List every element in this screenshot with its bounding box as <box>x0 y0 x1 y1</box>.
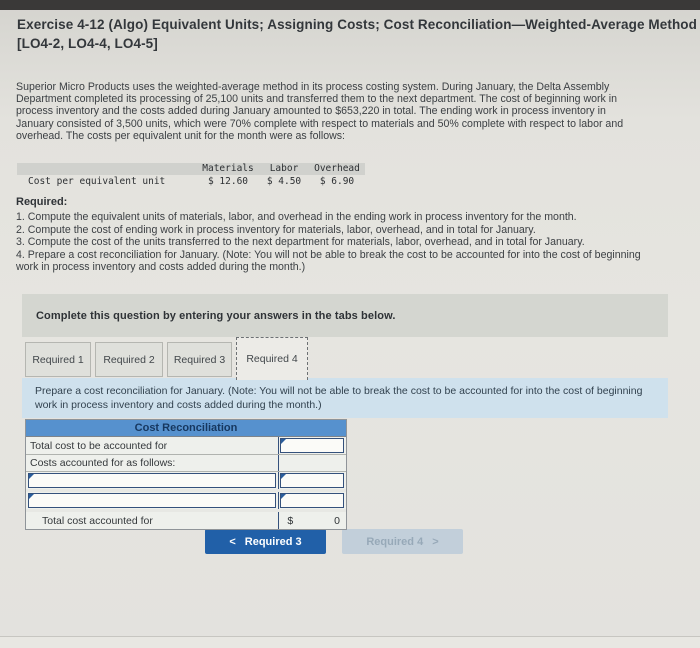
next-required-4-button-disabled[interactable] <box>342 529 463 554</box>
tab-required-4-label: Required 4 <box>246 353 298 365</box>
total-cost-accounted-for-label: Total cost accounted for <box>42 514 153 527</box>
tab-required-3[interactable] <box>167 342 232 377</box>
cost-reconciliation-table <box>25 419 347 530</box>
input-corner-marker-icon <box>29 494 34 499</box>
table-row <box>26 492 346 509</box>
complete-question-banner <box>22 294 668 337</box>
input-corner-marker-icon <box>281 494 286 499</box>
cost-item-2-amount-input[interactable] <box>280 493 344 508</box>
total-cost-to-be-accounted-for-label: Total cost to be accounted for <box>30 439 168 452</box>
tab-required-1-label: Required 1 <box>32 353 84 366</box>
cost-item-1-amount-cell <box>278 472 346 489</box>
prev-button-label: Required 3 <box>244 535 302 548</box>
problem-line: Department completed its processing of 25,100 units and transferred them to the next department. The cost of beginning work in <box>16 93 618 106</box>
exercise-title-line2: [LO4-2, LO4-4, LO4-5] <box>17 36 158 51</box>
cost-item-2-amount-cell <box>278 492 346 509</box>
cost-per-equivalent-unit-table <box>17 163 365 188</box>
rates-header-spacer <box>17 163 197 175</box>
chevron-right-icon: > <box>432 535 439 548</box>
rates-header-materials: Materials <box>202 163 254 174</box>
total-cost-accounted-for-value: 0 <box>334 514 340 527</box>
costs-accounted-for-label: Costs accounted for as follows: <box>30 457 176 469</box>
problem-line: Superior Micro Products uses the weighted-average method in its process costing system. During January, the Delta Assembly <box>16 81 610 93</box>
tab-required-4-active[interactable] <box>236 337 308 380</box>
tab-required-2-label: Required 2 <box>103 353 155 366</box>
rates-row-label: Cost per equivalent unit <box>28 176 166 187</box>
rates-header-overhead: Overhead <box>314 163 360 174</box>
rates-header-labor: Labor <box>269 163 299 174</box>
problem-line: January consisted of 3,500 units, which were 70% complete with respect to materials and 50% complete with respect to labor and <box>16 117 624 130</box>
exercise-title <box>17 15 700 53</box>
table-row <box>26 472 346 489</box>
cost-item-1-description-input[interactable] <box>28 473 276 488</box>
rates-value-overhead: $ 6.90 <box>319 176 355 187</box>
table-row <box>26 512 346 529</box>
chevron-left-icon: < <box>229 535 236 548</box>
rates-data-row <box>17 175 365 188</box>
total-cost-accounted-for-cell <box>278 512 346 529</box>
required-item: 4. Prepare a cost reconciliation for January. (Note: You will not be able to break the cost to be accounted for into the cost of beginning <box>16 248 641 261</box>
required-list <box>16 211 700 274</box>
input-corner-marker-icon <box>29 474 34 479</box>
table-row <box>26 455 346 472</box>
currency-symbol: $ <box>287 514 294 527</box>
table-row <box>26 437 346 455</box>
rates-header-row <box>17 163 365 175</box>
next-button-label: Required 4 <box>366 535 424 548</box>
window-top-edge <box>0 0 700 10</box>
problem-statement <box>16 81 700 142</box>
cost-item-1-amount-input[interactable] <box>280 473 344 488</box>
required-item: 1. Compute the equivalent units of materials, labor, and overhead in the ending work in process inventory for the month. <box>16 211 577 223</box>
total-cost-to-be-accounted-for-input[interactable] <box>280 438 344 453</box>
exercise-title-line1: Exercise 4-12 (Algo) Equivalent Units; Assigning Costs; Cost Reconciliation—Weighted-Average Method <box>17 17 698 32</box>
required-heading: Required: <box>16 196 68 208</box>
input-corner-marker-icon <box>281 439 286 444</box>
input-corner-marker-icon <box>281 474 286 479</box>
cost-reconciliation-title: Cost Reconciliation <box>26 420 346 437</box>
prev-required-3-button[interactable] <box>205 529 326 554</box>
required-item: 2. Compute the cost of ending work in process inventory for materials, labor, overhead, and in total for January. <box>16 223 536 236</box>
rates-value-labor: $ 4.50 <box>266 176 302 187</box>
costs-accounted-for-empty-cell <box>278 455 346 471</box>
rates-value-materials: $ 12.60 <box>207 176 249 187</box>
tab-required-3-label: Required 3 <box>173 353 226 366</box>
total-cost-to-be-accounted-for-cell <box>278 437 346 454</box>
required-item: 3. Compute the cost of the units transferred to the next department for materials, labor, overhead, and in total for January. <box>16 236 585 249</box>
tab-required-1[interactable] <box>25 342 91 377</box>
cost-item-2-description-input[interactable] <box>28 493 276 508</box>
tab-instruction-box: Prepare a cost reconciliation for January. (Note: You will not be able to break the cost to be accounted for into the cost of beginning work in process inventory and costs added during the month.) <box>22 378 668 418</box>
problem-line: process inventory and the costs added during January amounted to $653,220 in total. The ending work in process inventory in <box>16 105 606 118</box>
problem-line: overhead. The costs per equivalent unit for the month were as follows: <box>16 129 345 142</box>
page-bottom-edge <box>0 636 700 648</box>
required-item: work in process inventory and costs added during the month.) <box>16 261 306 274</box>
tab-required-2[interactable] <box>95 342 163 377</box>
complete-question-text: Complete this question by entering your answers in the tabs below. <box>36 309 396 322</box>
